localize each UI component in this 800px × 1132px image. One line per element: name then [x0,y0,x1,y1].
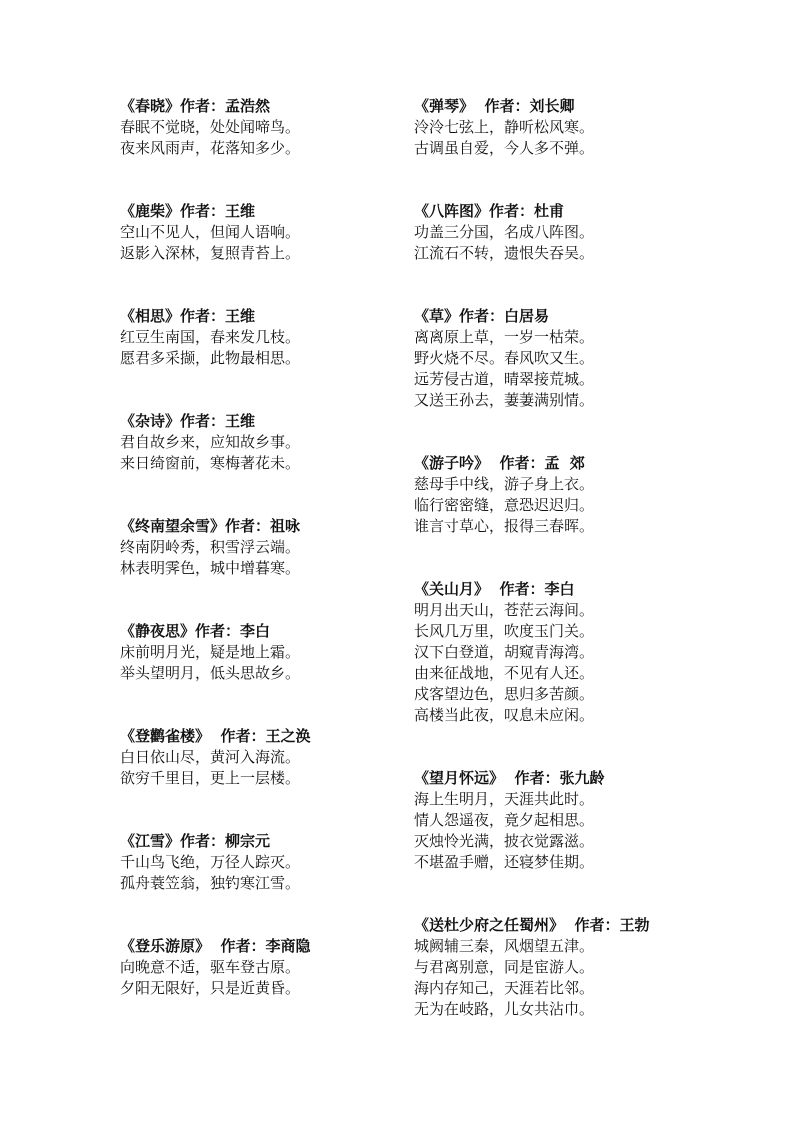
poem-dengguanquelou [120,726,310,789]
poem-line: 春眠不觉晓，处处闻啼鸟。 [120,118,301,136]
poem-zashi [120,411,300,474]
poem-wangyuehuaiyuan [414,768,604,873]
poem-line: 欲穷千里目，更上一层楼。 [120,769,301,787]
poem-title: 《游子吟》 作者：孟 郊 [414,454,585,472]
poem-xiangsi [120,306,300,369]
poem-line: 高楼当此夜，叹息未应闲。 [414,706,595,724]
poem-line: 孤舟蓑笠翁，独钓寒江雪。 [120,874,301,892]
poem-title: 《终南望余雪》作者：祖咏 [120,517,301,535]
poem-line: 江流石不转，遗恨失吞吴。 [414,244,595,262]
poem-line: 离离原上草，一岁一枯荣。 [414,328,595,346]
poem-line: 远芳侵古道，晴翠接荒城。 [414,370,595,388]
poem-title: 《相思》作者：王维 [120,307,256,325]
poem-line: 谁言寸草心，报得三春晖。 [414,517,595,535]
poem-title: 《草》作者：白居易 [414,307,550,325]
poem-line: 红豆生南国，春来发几枝。 [120,328,301,346]
poem-bazhentu [414,201,594,264]
poem-title: 《关山月》 作者：李白 [414,580,575,598]
poem-line: 城阙辅三秦，风烟望五津。 [414,937,595,955]
poem-line: 千山鸟飞绝，万径人踪灭。 [120,853,301,871]
poem-line: 举头望明月，低头思故乡。 [120,664,301,682]
poem-line: 返影入深林，复照青苔上。 [120,244,301,262]
poem-title: 《八阵图》作者：杜甫 [414,202,565,220]
poem-line: 海上生明月，天涯共此时。 [414,790,595,808]
poem-dengleyouyuan [120,936,310,999]
poem-line: 无为在岐路，儿女共沾巾。 [414,1000,595,1018]
poem-line: 戍客望边色，思归多苦颜。 [414,685,595,703]
poem-line: 长风几万里，吹度玉门关。 [414,622,595,640]
poem-line: 白日依山尽，黄河入海流。 [120,748,301,766]
poem-line: 海内存知己，天涯若比邻。 [414,979,595,997]
poem-line: 情人怨遥夜，竟夕起相思。 [414,811,595,829]
poem-zhongnan [120,516,300,579]
poem-luchai [120,201,300,264]
poem-line: 不堪盈手赠，还寝梦佳期。 [414,853,595,871]
poem-jingyesi [120,621,300,684]
poem-line: 与君离别意，同是宦游人。 [414,958,595,976]
poem-line: 又送王孙去，萋萋满别情。 [414,391,595,409]
poem-line: 来日绮窗前，寒梅著花未。 [120,454,301,472]
poem-title: 《杂诗》作者：王维 [120,412,256,430]
poem-title: 《江雪》作者：柳宗元 [120,832,271,850]
poem-line: 愿君多采撷，此物最相思。 [120,349,301,367]
poem-line: 明月出天山，苍茫云海间。 [414,601,595,619]
poem-line: 灭烛怜光满，披衣觉露滋。 [414,832,595,850]
poem-title: 《弹琴》 作者：刘长卿 [414,97,575,115]
poem-line: 林表明霁色，城中增暮寒。 [120,559,301,577]
poem-line: 床前明月光，疑是地上霜。 [120,643,301,661]
poem-tanqin [414,96,594,159]
poem-line: 向晚意不适，驱车登古原。 [120,958,301,976]
poem-line: 古调虽自爱，今人多不弹。 [414,139,595,157]
poem-cao [414,306,594,411]
poem-line: 空山不见人，但闻人语响。 [120,223,301,241]
poem-line: 野火烧不尽。春风吹又生。 [414,349,595,367]
poem-guanshanyue [414,579,594,726]
poem-line: 夕阳无限好，只是近黄昏。 [120,979,301,997]
poem-chunxiao [120,96,300,159]
poem-line: 由来征战地，不见有人还。 [414,664,595,682]
poem-line: 临行密密缝，意恐迟迟归。 [414,496,595,514]
poem-line: 泠泠七弦上，静听松风寒。 [414,118,595,136]
poem-line: 君自故乡来，应知故乡事。 [120,433,301,451]
poem-youziyin [414,453,594,537]
poem-songdushaofu [414,915,649,1020]
poem-line: 汉下白登道，胡窥青海湾。 [414,643,595,661]
poem-line: 终南阴岭秀，积雪浮云端。 [120,538,301,556]
poem-line: 夜来风雨声，花落知多少。 [120,139,301,157]
poem-jiangxue [120,831,300,894]
poem-title: 《送杜少府之任蜀州》 作者：王勃 [414,916,650,934]
poem-line: 慈母手中线，游子身上衣。 [414,475,595,493]
poem-title: 《静夜思》作者：李白 [120,622,271,640]
poem-title: 《春晓》作者：孟浩然 [120,97,271,115]
poem-title: 《登鹳雀楼》 作者：王之涣 [120,727,311,745]
poem-title: 《登乐游原》 作者：李商隐 [120,937,311,955]
poem-title: 《望月怀远》 作者：张九龄 [414,769,605,787]
poem-title: 《鹿柴》作者：王维 [120,202,256,220]
poem-line: 功盖三分国，名成八阵图。 [414,223,595,241]
